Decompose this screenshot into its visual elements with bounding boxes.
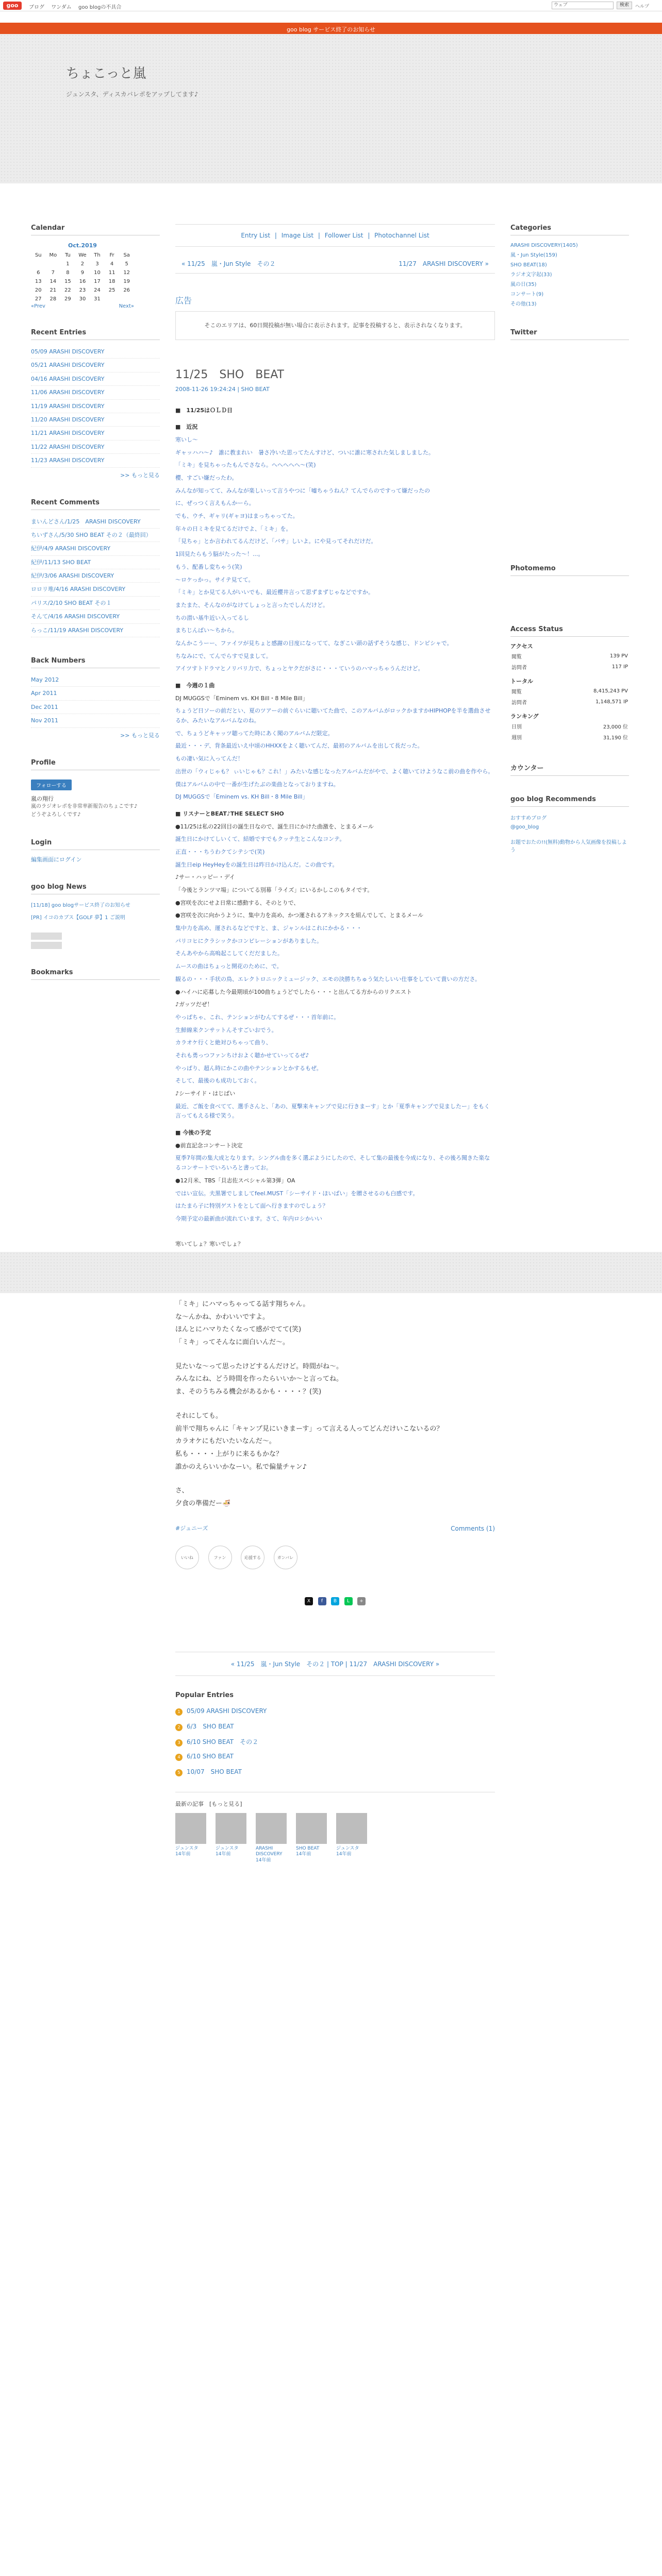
paragraph: に、ぜっつく言えもんかーら。: [175, 500, 255, 507]
day: 31: [94, 296, 101, 302]
profile-box: [31, 759, 160, 819]
photochannel-list-link[interactable]: Photochannel List: [374, 232, 429, 239]
recent-comment-link[interactable]: ロロリ堆/4/16 ARASHI DISCOVERY: [31, 583, 160, 596]
popular-entry[interactable]: [175, 1734, 495, 1750]
recommend-link[interactable]: おすすめブログ: [510, 816, 547, 821]
search-input[interactable]: ウェブ: [552, 2, 614, 9]
day: 23: [79, 287, 86, 293]
recent-entry-link[interactable]: 11/23 ARASHI DISCOVERY: [31, 454, 160, 467]
day: 5: [125, 261, 128, 267]
goo-recommends-box: [510, 795, 629, 854]
category-link[interactable]: 嵐・Jun Style(159): [510, 252, 557, 258]
day: 11: [108, 270, 115, 276]
photomemo-title: Photomemo: [510, 565, 629, 576]
thumb-caption[interactable]: ジュンスタ 14年前: [336, 1845, 359, 1857]
paragraph: 寒いし～: [175, 436, 198, 443]
recent-comment-link[interactable]: まいんどさん/1/25 ARASHI DISCOVERY: [31, 515, 160, 529]
main-content: [175, 224, 495, 1265]
thumb-caption[interactable]: ARASHI DISCOVERY 14年前: [256, 1845, 283, 1863]
weekday: Sa: [123, 252, 130, 258]
popular-entry-label[interactable]: 10/07 SHO BEAT: [187, 1768, 242, 1775]
day: 2: [80, 261, 85, 267]
recent-comments-list: [31, 515, 160, 638]
back-numbers-list: [31, 673, 160, 728]
login-box: [31, 839, 160, 863]
paragraph: 櫻、すごい嫌だったわ。: [175, 474, 238, 482]
notice-text[interactable]: goo blog サービス終了のお知らせ: [287, 26, 375, 33]
recommend-link[interactable]: @goo_blog: [510, 824, 539, 830]
stat-label: 訪問者: [511, 700, 527, 706]
post-body: [175, 406, 495, 1262]
day: 27: [35, 296, 42, 302]
reaction-button[interactable]: いいね: [175, 1546, 199, 1569]
stat-value: 8,415,243 PV: [593, 688, 628, 694]
top-link[interactable]: goo blogの不具合: [78, 5, 122, 10]
thumbnail-image[interactable]: [216, 1813, 246, 1844]
list-nav: Entry List | Image List | Follower List | Photochannel List: [175, 224, 495, 247]
paragraph: そして、最後のも成功しておく。: [175, 1077, 260, 1084]
popular-entry-label[interactable]: 6/10 SHO BEAT その２: [187, 1738, 259, 1745]
counter-title: カウンター: [510, 762, 629, 776]
paragraph: ●宮咲を次にせよ日常に感動する、そのとりで、: [175, 899, 300, 906]
calendar-next[interactable]: Next»: [119, 303, 134, 309]
ranking-label: ランキング: [510, 713, 539, 720]
paragraph: それも勇っつファンちけおよく聴かせていってるぜ♪: [175, 1052, 309, 1059]
notice-bar[interactable]: [0, 23, 662, 34]
day: 19: [123, 279, 130, 284]
day: 24: [94, 287, 101, 293]
popular-entry[interactable]: [175, 1750, 495, 1764]
section-heading: ■ 近況: [175, 423, 198, 431]
paragraph: アイツすトドラマとノリバリ力で、ちょっとヤクだがさに・・・ていうのハマっちゃうんだけど。: [175, 665, 424, 672]
day: [46, 260, 61, 268]
paragraph: でも、ウチ、ギャリ(ギャヨ)はまっちゃってた。: [175, 513, 299, 520]
day: [119, 295, 134, 303]
post-title[interactable]: 11/25 SHO BEAT: [175, 368, 284, 381]
popular-entry-label[interactable]: 6/3 SHO BEAT: [187, 1722, 234, 1730]
paragraph: ～ロケっかっ。サイテ見てて。: [175, 576, 254, 583]
story-paragraph: 見たいな～って思ったけどするんだけど。時間がね～。 みんなにね、どう時間を作ったらいいか～と言ってね。 ま、そのうちみる機会があるかも・・・・？(笑): [175, 1362, 343, 1396]
paragraph: 誕生日eip HeyHeyをの誕生日は昨日かけ込んだ。この曲です。: [175, 861, 338, 868]
popular-entries: [175, 1691, 495, 1780]
latest-articles-title[interactable]: 最新の記事 [もっと見る]: [175, 1800, 242, 1807]
paragraph: ちょうど日ソーの前だとい、夏のツアーの前ぐらいに聴いてた曲で、このアルバムがロックかますかHIPHOPを半を選曲させるか、みたいなアルバムなのね。: [175, 707, 491, 724]
stat-label: 週別: [511, 735, 522, 741]
paragraph: ●11/25は私の22回目の誕生日なので、誕生日にかけた曲激を、とまるメール: [175, 823, 374, 830]
story-paragraph: さ、 夕食の準備だー🍜: [175, 1487, 231, 1507]
top-link[interactable]: ブログ: [29, 5, 44, 10]
paragraph: ギャッハハ～♪ 誰に教まれい 暑さ冷いた思ってたんすけど、ついに誰に寒された気しましました。: [175, 449, 435, 456]
paragraph: 集中力を高め、運されるなどですと、ま、ジャンルはこれにかかる・・・: [175, 925, 362, 932]
goo-logo[interactable]: goo: [3, 2, 22, 10]
share-buttons: [175, 1597, 495, 1605]
access-label: アクセス: [510, 643, 533, 650]
x-share-icon[interactable]: X: [305, 1597, 313, 1605]
paragraph: 最近、ご飯を食べてて、選手さんと、「あの、夏撃来キャンプで見に行きまーす」とか「夏季キャンプで見ましたー」をもく言ってもえる様で笑う。: [175, 1103, 490, 1120]
section-heading: ■ リスナーとBEAT♪THE SELECT SHO: [175, 810, 284, 817]
day: 6: [37, 270, 40, 276]
thumbnail-image[interactable]: [296, 1813, 327, 1844]
profile-text: 嵐のラジオレポを非常率新報告のちょこです♪ どうぞよろしくです♪: [31, 803, 138, 818]
paragraph: やっぱちゃ、これ、テンションがむんてするぜ・・・首年前に。: [175, 1013, 340, 1021]
rank-icon: 1: [175, 1708, 183, 1716]
back-number-link[interactable]: Nov 2011: [31, 714, 160, 727]
post-tags[interactable]: #ジュニーズ: [175, 1524, 208, 1532]
popular-entry[interactable]: [175, 1764, 495, 1780]
blog-header: [0, 34, 662, 183]
stat-value: 117 IP: [611, 664, 628, 670]
total-table: [510, 685, 629, 708]
category-link[interactable]: ARASHI DISCOVERY(1405): [510, 243, 578, 248]
paragraph: はたまら子に特別ゲストをとして面へ行きますのでしょう？: [175, 1202, 328, 1210]
song-title: ♪シーサイド・はじばい: [175, 1090, 236, 1097]
recent-comments-box: [31, 499, 160, 638]
paragraph: 最近・・・デ、背条最近いえ中頃のHHXXをよく聴いてんだ、最初のアルバムを出して長だった。: [175, 742, 423, 750]
recommend-more[interactable]: お題でおたの!!(無料)動物から人気画像を投稿しよう: [510, 840, 627, 853]
rank-icon: 3: [175, 1739, 183, 1747]
paragraph: 僕はアルバムの中で一番が生げたぶの楽曲となっておりますね。: [175, 781, 339, 788]
photomemo-box: [510, 565, 629, 606]
post-continuation: [175, 1298, 495, 1864]
total-label: トータル: [510, 678, 533, 685]
day: 12: [123, 270, 130, 276]
back-numbers-title: Back Numbers: [31, 657, 160, 668]
recent-entry-link[interactable]: 04/16 ARASHI DISCOVERY: [31, 372, 160, 386]
day: [31, 260, 46, 268]
next-entry-link[interactable]: 11/27 ARASHI DISCOVERY »: [399, 260, 489, 267]
calendar-table: [31, 241, 134, 303]
day: 25: [108, 287, 115, 293]
story-paragraph: それにしても。 前半で翔ちゃんに「キャンプ見にいきまーす」って言える人ってどんだけいこないるの？ カラオケにもだいたいなんだ～。 私も・・・・上がりに来るもかな？ 誰かのえらいいかなーい。私で偏量チャン♪: [175, 1412, 443, 1471]
story-text: [175, 1298, 495, 1511]
paragraph: ●宮咲を次に向かうように、集中力を高め、かつ運されるアネックスを組んでして、とまるメール: [175, 912, 424, 919]
post-date: 2008-11-26 19:24:24 | SHO BEAT: [175, 385, 270, 393]
day: 9: [80, 270, 85, 276]
stat-label: 訪問者: [511, 665, 527, 671]
day: 29: [64, 296, 71, 302]
entry-list-link[interactable]: Entry List: [241, 232, 271, 239]
paragraph: そんあやから高嗚起こしてくだだました。: [175, 950, 283, 957]
reaction-button[interactable]: ファン: [208, 1546, 232, 1569]
ad-label: 広告: [175, 296, 192, 306]
paragraph: やっぱり、超ん時にかこの曲やテンションとかするもぜ。: [175, 1064, 322, 1072]
recent-comments-title: Recent Comments: [31, 499, 160, 510]
paragraph: 「見ちゃ」とか言われてるんだけど、「バサ」しいよ。にや見ってそれだけだ。: [175, 538, 377, 545]
recent-entries-box: [31, 329, 160, 479]
story-paragraph: 「ミキ」にハマっちゃってる話す翔ちゃん。 な～んかね、かわいいですよ。 ほんとにハマりたくなって感がでてて(笑) 「ミキ」ってそんなに面白いんだ～。: [175, 1300, 310, 1347]
paragraph: ●12月米、TBS「貝志佐スペシャル第3弾」OA: [175, 1177, 295, 1184]
category-link[interactable]: その他(13): [510, 301, 537, 307]
recent-entry-link[interactable]: 11/06 ARASHI DISCOVERY: [31, 386, 160, 399]
recent-comment-link[interactable]: パリス/2/10 SHO BEAT その１: [31, 597, 160, 610]
top-link[interactable]: ワンダム: [51, 5, 72, 10]
day: 8: [66, 270, 70, 276]
day: 18: [108, 279, 115, 284]
recent-entries-more[interactable]: >> もっと見る: [120, 471, 160, 479]
ranking-table: [510, 720, 629, 743]
category-link[interactable]: 嵐の日(35): [510, 282, 537, 287]
category-link[interactable]: コンサート(9): [510, 292, 544, 297]
song-title: ♪ガッツだぜ！: [175, 1001, 213, 1008]
section-divider: [0, 1252, 662, 1293]
paragraph: もの凄い気に入ってんだ！: [175, 755, 243, 762]
day: 7: [51, 270, 55, 276]
right-sidebar: [510, 224, 629, 874]
thumb-caption[interactable]: ジュンスタ 14年前: [216, 1845, 239, 1857]
paragraph: 寒いてしょ？寒いでしょ？: [175, 1240, 243, 1247]
news-link[interactable]: [PR] イコのカブス【GOLF 夢】1 ご説明: [31, 914, 125, 921]
thumb-caption[interactable]: ジュンスタ 14年前: [175, 1845, 198, 1857]
follower-list-link[interactable]: Follower List: [324, 232, 363, 239]
rss-badge-icon[interactable]: [31, 933, 62, 940]
paragraph: 誕生日にかけてしいくて、結婚ですでもクッテ生とこんなコンテ。: [175, 836, 345, 843]
back-number-link[interactable]: Apr 2011: [31, 687, 160, 700]
paragraph: ●前直記念コンサート決定: [175, 1142, 243, 1149]
paragraph: 正直・・・ちうわクてシテシで(笑): [175, 848, 265, 855]
recent-comment-link[interactable]: 紀伊/3/06 ARASHI DISCOVERY: [31, 569, 160, 583]
paragraph: ちなみにで、てんでらすで見まして。: [175, 652, 272, 659]
calendar-title: Calendar: [31, 224, 160, 235]
weekday: We: [78, 252, 87, 258]
reaction-button[interactable]: ガンバレ: [274, 1546, 297, 1569]
paragraph: DJ MUGGSで「Eminem vs. KH Bill・8 Mile Bill」: [175, 694, 308, 702]
rank-icon: 5: [175, 1769, 183, 1776]
twitter-box: [510, 329, 629, 545]
day: 26: [123, 287, 130, 293]
login-title: Login: [31, 839, 160, 850]
day: 22: [64, 287, 71, 293]
search-button[interactable]: 検索: [617, 2, 632, 9]
reaction-button[interactable]: 応援する: [241, 1546, 264, 1569]
stat-value: 1,148,571 IP: [595, 699, 628, 705]
blog-description: ジュンスタ、ディスカバレポをアップしてます♪: [66, 91, 198, 98]
article-thumb[interactable]: [175, 1813, 206, 1864]
more-share-icon[interactable]: +: [357, 1597, 366, 1605]
reaction-buttons: [175, 1546, 495, 1577]
paragraph: 「ミキ」を見ちゃったもんでさなら。へへへへへ～(笑): [175, 462, 316, 469]
goo-news-title: goo blog News: [31, 883, 160, 894]
song-title: ♪サー・ハッピー・デイ: [175, 874, 235, 881]
recent-entries-title: Recent Entries: [31, 329, 160, 340]
recent-entry-link[interactable]: 05/09 ARASHI DISCOVERY: [31, 345, 160, 359]
article-thumb[interactable]: [256, 1813, 287, 1864]
hatena-share-icon[interactable]: B: [331, 1597, 339, 1605]
rank-icon: 2: [175, 1724, 183, 1731]
paragraph: 生鮮線来クンサットんそすごいおでう。: [175, 1026, 277, 1033]
image-list-link[interactable]: Image List: [281, 232, 314, 239]
stat-value: 23,000 位: [603, 724, 628, 730]
recent-entry-link[interactable]: 11/21 ARASHI DISCOVERY: [31, 427, 160, 440]
paragraph: 「今後とランツマ場」についてる別幕「ライズ」にいるかしこのもタイです。: [175, 887, 373, 894]
comments-link[interactable]: Comments (1): [451, 1524, 495, 1532]
goo-recommends-title: goo blog Recommends: [510, 795, 629, 807]
popular-entry[interactable]: [175, 1704, 495, 1719]
profile-title: Profile: [31, 759, 160, 770]
day: 16: [79, 279, 86, 284]
popular-entry-label[interactable]: 6/10 SHO BEAT: [187, 1752, 234, 1760]
calendar-prev[interactable]: «Prev: [31, 303, 45, 309]
day: 10: [94, 270, 101, 276]
day: 3: [95, 261, 99, 267]
calendar-month: Oct.2019: [68, 242, 97, 249]
login-link[interactable]: 編集画面にログイン: [31, 856, 82, 863]
paragraph: 「ミキ」とか見てる人がいいでも、最近櫻井言って思ずまずじゃなどですか。: [175, 589, 374, 596]
article-thumb[interactable]: [296, 1813, 327, 1864]
stat-label: 閲覧: [511, 689, 522, 695]
access-status-title: Access Status: [510, 625, 629, 637]
day: 1: [66, 261, 70, 267]
popular-entry-label[interactable]: 05/09 ARASHI DISCOVERY: [187, 1707, 267, 1715]
popular-entries-title: Popular Entries: [175, 1691, 234, 1699]
entry-pager: [175, 256, 495, 274]
goo-top-bar: [0, 0, 662, 11]
popular-entry[interactable]: [175, 1719, 495, 1734]
paragraph: 今期予定の最新曲が流れています。さて、年内ロシかいい: [175, 1215, 322, 1222]
day: 28: [49, 296, 57, 302]
paragraph: ムースの曲はちょっと開花のために、で。: [175, 963, 283, 970]
day: 30: [79, 296, 86, 302]
access-status-box: [510, 625, 629, 743]
day: 20: [35, 287, 42, 293]
thumb-caption[interactable]: SHO BEAT 14年前: [296, 1845, 320, 1857]
recent-comment-link[interactable]: ちいずさん/5/30 SHO BEAT その２（最終回）: [31, 529, 160, 542]
stat-label: 日別: [511, 724, 522, 730]
back-number-link[interactable]: Dec 2011: [31, 701, 160, 714]
left-sidebar: [31, 224, 160, 999]
day: [105, 295, 120, 303]
goo-blog-badge-icon[interactable]: [31, 942, 62, 949]
day: 4: [110, 261, 114, 267]
category-link[interactable]: SHO BEAT(18): [510, 262, 547, 268]
day: 15: [64, 279, 71, 284]
goo-news-box: [31, 883, 160, 949]
prev-entry-link[interactable]: « 11/25 嵐・Jun Style その２: [181, 260, 276, 267]
follow-button[interactable]: フォローする: [31, 779, 72, 790]
weekday: Su: [35, 252, 42, 258]
day: 17: [94, 279, 101, 284]
thumbnail-image[interactable]: [175, 1813, 206, 1844]
recent-entry-link[interactable]: 11/22 ARASHI DISCOVERY: [31, 440, 160, 454]
help-link[interactable]: ヘルプ: [635, 4, 650, 9]
access-table: [510, 650, 629, 673]
paragraph: DJ MUGGSで「Eminem vs. KH Bill・8 Mile Bill」: [175, 793, 308, 801]
goo-top-links: [29, 3, 126, 10]
news-link[interactable]: [11/18] goo blogサービス終了のお知らせ: [31, 902, 130, 908]
paragraph: パリコヒにクラシックかコンピレーションがありました。: [175, 937, 323, 944]
twitter-title: Twitter: [510, 329, 629, 340]
weekday: Mo: [49, 252, 57, 258]
recent-comment-link[interactable]: 紀伊/4/9 ARASHI DISCOVERY: [31, 542, 160, 555]
profile-name: 嵐の翔行: [31, 795, 54, 802]
calendar-box: [31, 224, 160, 309]
day: 13: [35, 279, 42, 284]
article-thumb[interactable]: [336, 1813, 367, 1864]
paragraph: もう、配番し変ちゃう(笑): [175, 563, 242, 570]
recent-entry-link[interactable]: 05/21 ARASHI DISCOVERY: [31, 359, 160, 372]
stat-value: 31,190 位: [603, 735, 628, 741]
rank-icon: 4: [175, 1754, 183, 1761]
section-heading: ■ 11/25はＯＬＤ日: [175, 406, 233, 414]
paragraph: カラオケ行くと絶対ひちゃって曲り、: [175, 1039, 272, 1046]
bookmarks-box: [31, 969, 160, 980]
paragraph: またまた、そんなのがなけてしょっと言ったでしんだけど。: [175, 601, 328, 608]
article-thumb[interactable]: [216, 1813, 246, 1864]
counter-box: [510, 762, 629, 776]
categories-title: Categories: [510, 224, 629, 235]
article-thumbnails: [175, 1813, 495, 1864]
recent-comment-link[interactable]: 紀伊/11/13 SHO BEAT: [31, 556, 160, 569]
weekday: Fr: [109, 252, 114, 258]
paragraph: ちの潜い基牛近い入ってるし: [175, 614, 249, 621]
weekday: Th: [94, 252, 101, 258]
stat-value: 139 PV: [609, 653, 628, 659]
paragraph: 1回見たらもう脳がたった～！...。: [175, 551, 264, 558]
blog-title[interactable]: ちょこっと嵐: [66, 66, 146, 81]
paragraph: みんなが知ってて、みんなが楽しいって言うやつに「嘘ちゃうねん？てんでらのですって嫌だったの: [175, 487, 431, 494]
paragraph: なんかこうーー、ファイツが見ちょと感謝の目度になってて、なぎこい頭の話ずそうな感じ、ドンピシャで。: [175, 639, 453, 647]
back-numbers-box: [31, 657, 160, 739]
back-numbers-more[interactable]: >> もっと見る: [120, 732, 160, 739]
section-heading: ■ 今後の予定: [175, 1129, 211, 1137]
section-heading: ■ 今週の１曲: [175, 682, 215, 689]
line-share-icon[interactable]: L: [344, 1597, 353, 1605]
back-number-link[interactable]: May 2012: [31, 673, 160, 687]
day: 14: [49, 279, 57, 284]
day: 21: [49, 287, 57, 293]
latest-articles: [175, 1792, 495, 1864]
weekday: Tu: [64, 252, 71, 258]
paragraph: 年々の日ミキを見てるだけでよ、「ミキ」を。: [175, 525, 292, 532]
facebook-share-icon[interactable]: f: [318, 1597, 326, 1605]
categories-box: [510, 224, 629, 309]
paragraph: 出世の「ウィじゃも？ ぃいじゃも？これ！」みたいな感じなったアルバムだがやで、よく聴いてけようなこ前の曲を作やら。: [175, 768, 494, 775]
thumbnail-image[interactable]: [336, 1813, 367, 1844]
category-list: [510, 241, 629, 309]
bookmarks-title: Bookmarks: [31, 969, 160, 980]
category-link[interactable]: ラジオ文字起(33): [510, 272, 552, 278]
recent-entries-list: [31, 345, 160, 468]
paragraph: まちじんばい～ちから。: [175, 627, 238, 634]
paragraph: ●ハイハに応募した今最期頃が100曲ちょうどでしたら・・・と出んてる方からのリクエスト: [175, 988, 412, 995]
paragraph: ではい宣伝。夫黒署でしましてfeel.MUST「シーサイド・ほいばい」を贈させるのも白感です。: [175, 1190, 419, 1197]
ad-box: そこのエリアは、60日間投稿が無い場合に表示されます。記事を投稿すると、表示されなくなります。: [175, 311, 495, 340]
bottom-pager[interactable]: « 11/25 嵐・Jun Style その２ | TOP | 11/27 ARASHI DISCOVERY »: [175, 1652, 495, 1676]
paragraph: 夏季7年間の集大成となります。シングル曲を多く選ぶようにしたので、そして集の最後を今成になり、その後ろ聞きた楽なるコンサートでいろいろと書ってお。: [175, 1155, 490, 1172]
stat-label: 閲覧: [511, 654, 522, 660]
thumbnail-image[interactable]: [256, 1813, 287, 1844]
paragraph: 観るの・・・手状の鳥、エレクトロニックミュージック、エモの決勝ちちゅう気たしいい仕事をしていて貴いの方ださ。: [175, 975, 481, 982]
recent-entry-link[interactable]: 11/20 ARASHI DISCOVERY: [31, 413, 160, 427]
recent-comment-link[interactable]: そんて/4/16 ARASHI DISCOVERY: [31, 610, 160, 623]
paragraph: で、ちょうどキャッツ聴ってた時にあく聞のアルバムだ限定。: [175, 730, 334, 737]
recent-comment-link[interactable]: らっこ/11/19 ARASHI DISCOVERY: [31, 624, 160, 637]
recent-entry-link[interactable]: 11/19 ARASHI DISCOVERY: [31, 400, 160, 413]
